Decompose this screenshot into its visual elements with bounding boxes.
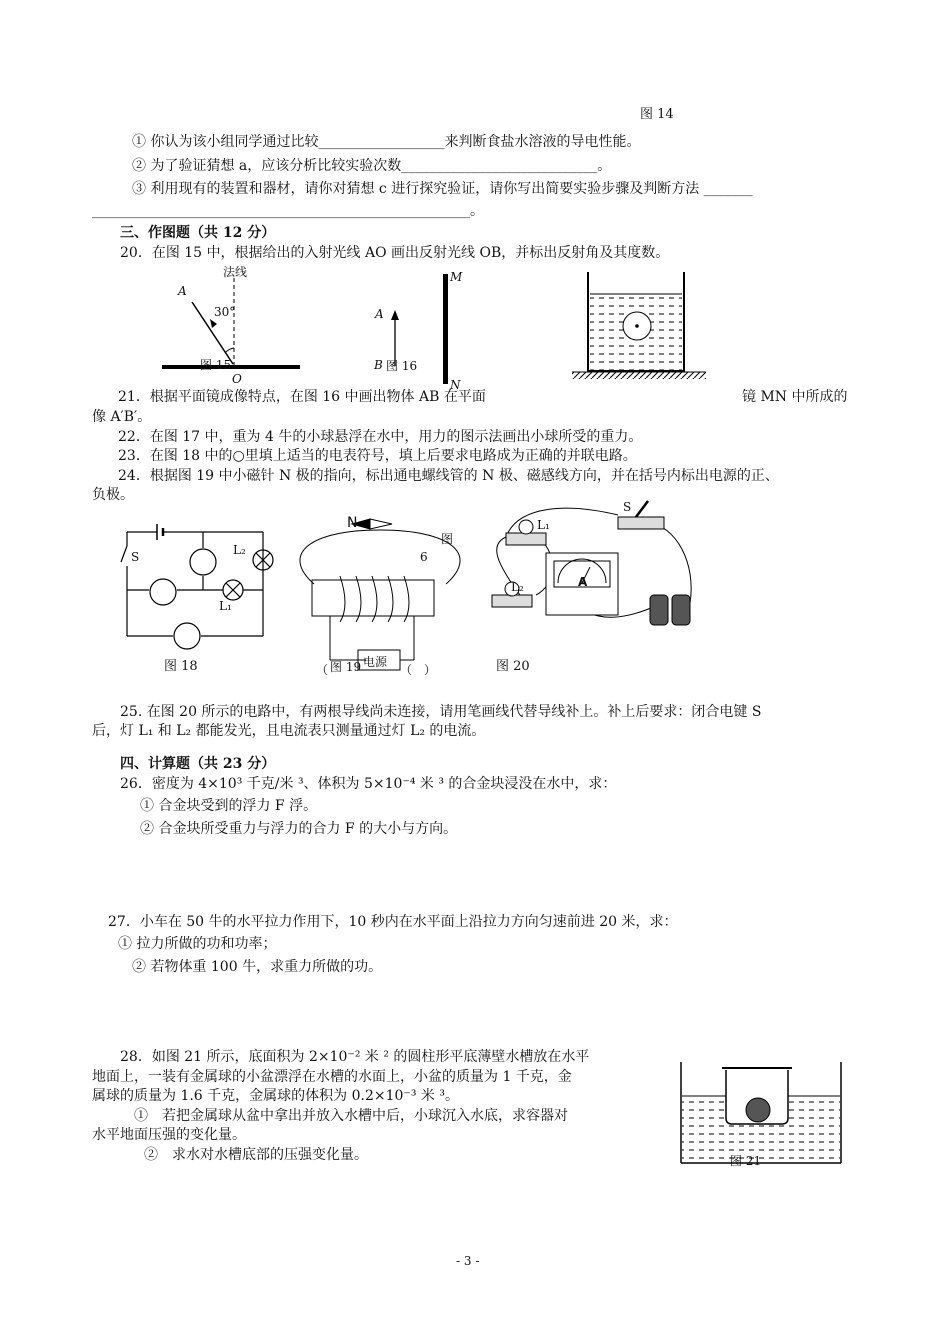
fig20-diagram: [478, 495, 708, 655]
fig16-caption: 图 16: [386, 359, 418, 373]
fig18-l2-label: L₂: [233, 543, 246, 557]
fig19-right-bracket: （ ）: [400, 663, 437, 677]
fig20-s-label: S: [623, 500, 632, 514]
fig15-normal-label: 法线: [223, 265, 248, 279]
q19-item3: ③ 利用现有的装置和器材，请你对猜想 c 进行探究验证，请你写出简要实验步骤及判断方法 _______: [132, 181, 753, 197]
q23-text: 23．在图 18 中的○里填上适当的电表符号，填上后要求电路成为正确的并联电路。: [118, 448, 637, 464]
fig16-b-label: B: [374, 358, 383, 372]
fig15-a-label: A: [178, 284, 187, 298]
fig16-n-label: N: [450, 378, 461, 392]
q19-item2: ② 为了验证猜想 a，应该分析比较实验次数____________________________。: [132, 158, 612, 174]
fig19-tu-label: 图: [441, 532, 454, 546]
fig18-diagram: [115, 520, 275, 650]
fig15-o-label: O: [232, 372, 242, 386]
section4-title: 四、计算题（共 23 分）: [120, 756, 276, 772]
fig20-caption: 图 20: [496, 659, 530, 674]
fig15-angle-label: 30°: [214, 305, 236, 319]
fig18-s-label: S: [131, 550, 140, 564]
fig19-six-label: 6: [420, 550, 428, 564]
fig20-meter-label: A: [578, 575, 588, 589]
q22-text: 22．在图 17 中，重为 4 牛的小球悬浮在水中，用力的图示法画出小球所受的重力。: [118, 429, 643, 445]
q26-text: 26．密度为 4×10³ 千克/米 ³、体积为 5×10⁻⁴ 米 ³ 的合金块浸没在水中，求：: [120, 776, 617, 792]
page-number: - 3 -: [456, 1254, 480, 1268]
q19-item1: ① 你认为该小组同学通过比较__________________来判断食盐水溶液的导电性能。: [132, 134, 641, 150]
q28-text: 28．如图 21 所示，底面积为 2×10⁻² 米 ² 的圆柱形平底薄壁水槽放在水平: [120, 1049, 590, 1065]
fig20-l1-label: L₁: [537, 518, 550, 532]
fig17-diagram: [568, 270, 708, 382]
q28-item1-cont: 水平地面压强的变化量。: [92, 1127, 246, 1143]
q27-item1: ① 拉力所做的功和功率；: [118, 936, 277, 952]
q21-text-cont: 像 A′B′。: [92, 409, 152, 425]
q24-text: 24．根据图 19 中小磁针 N 极的指向，标出通电螺线管的 N 极、磁感线方向，并在括号内标出电源的正、: [118, 468, 779, 484]
q26-item2: ② 合金块所受重力与浮力的合力 F 的大小与方向。: [140, 821, 458, 837]
fig18-caption: 图 18: [164, 659, 198, 674]
fig19-n-label: N: [347, 515, 358, 531]
q24-text-cont: 负极。: [92, 487, 134, 503]
fig15-caption: 图 15: [200, 358, 232, 372]
q20-text: 20．在图 15 中，根据给出的入射光线 AO 画出反射光线 OB，并标出反射角及其度数。: [120, 245, 670, 261]
q26-item1: ① 合金块受到的浮力 F 浮。: [140, 798, 318, 814]
q25-text-cont: 后，灯 L₁ 和 L₂ 都能发光，且电流表只测量通过灯 L₂ 的电流。: [92, 723, 486, 739]
q27-item2: ② 若物体重 100 牛，求重力所做的功。: [132, 959, 383, 975]
fig19-power-label: 电源: [363, 655, 388, 669]
fig19-caption: 图 19: [330, 660, 362, 674]
fig21-caption: 图 21: [730, 1154, 762, 1168]
q28-item2: ② 求水对水槽底部的压强变化量。: [144, 1147, 368, 1163]
q21-text-right: 镜 MN 中所成的: [742, 389, 848, 405]
fig18-l1-label: L₁: [219, 599, 232, 613]
q25-text: 25. 在图 20 所示的电路中，有两根导线尚未连接，请用笔画线代替导线补上。补上后要求：闭合电键 S: [120, 704, 762, 720]
q27-text: 27．小车在 50 牛的水平拉力作用下，10 秒内在水平面上沿拉力方向匀速前进 20 米，求：: [108, 914, 678, 930]
section3-title: 三、作图题（共 12 分）: [120, 225, 276, 241]
fig14-caption: 图 14: [640, 107, 674, 122]
fig20-l2-label: L₂: [511, 580, 524, 594]
q19-item3-cont: ______________________________________________________。: [92, 203, 484, 219]
fig16-a-label: A: [375, 307, 384, 321]
q21-text: 21．根据平面镜成像特点，在图 16 中画出物体 AB 在平面: [118, 389, 486, 405]
q28-text-3: 属球的质量为 1.6 千克，金属球的体积为 0.2×10⁻³ 米 ³。: [92, 1088, 459, 1104]
q28-text-2: 地面上，一装有金属球的小盆漂浮在水槽的水面上，小盆的质量为 1 千克，金: [92, 1069, 572, 1085]
fig19-left-bracket: （: [316, 663, 329, 677]
fig16-m-label: M: [450, 270, 463, 284]
fig16-diagram: [370, 270, 470, 390]
fig21-diagram: [678, 1058, 848, 1168]
q28-item1: ① 若把金属球从盆中拿出并放入水槽中后，小球沉入水底，求容器对: [134, 1108, 568, 1124]
